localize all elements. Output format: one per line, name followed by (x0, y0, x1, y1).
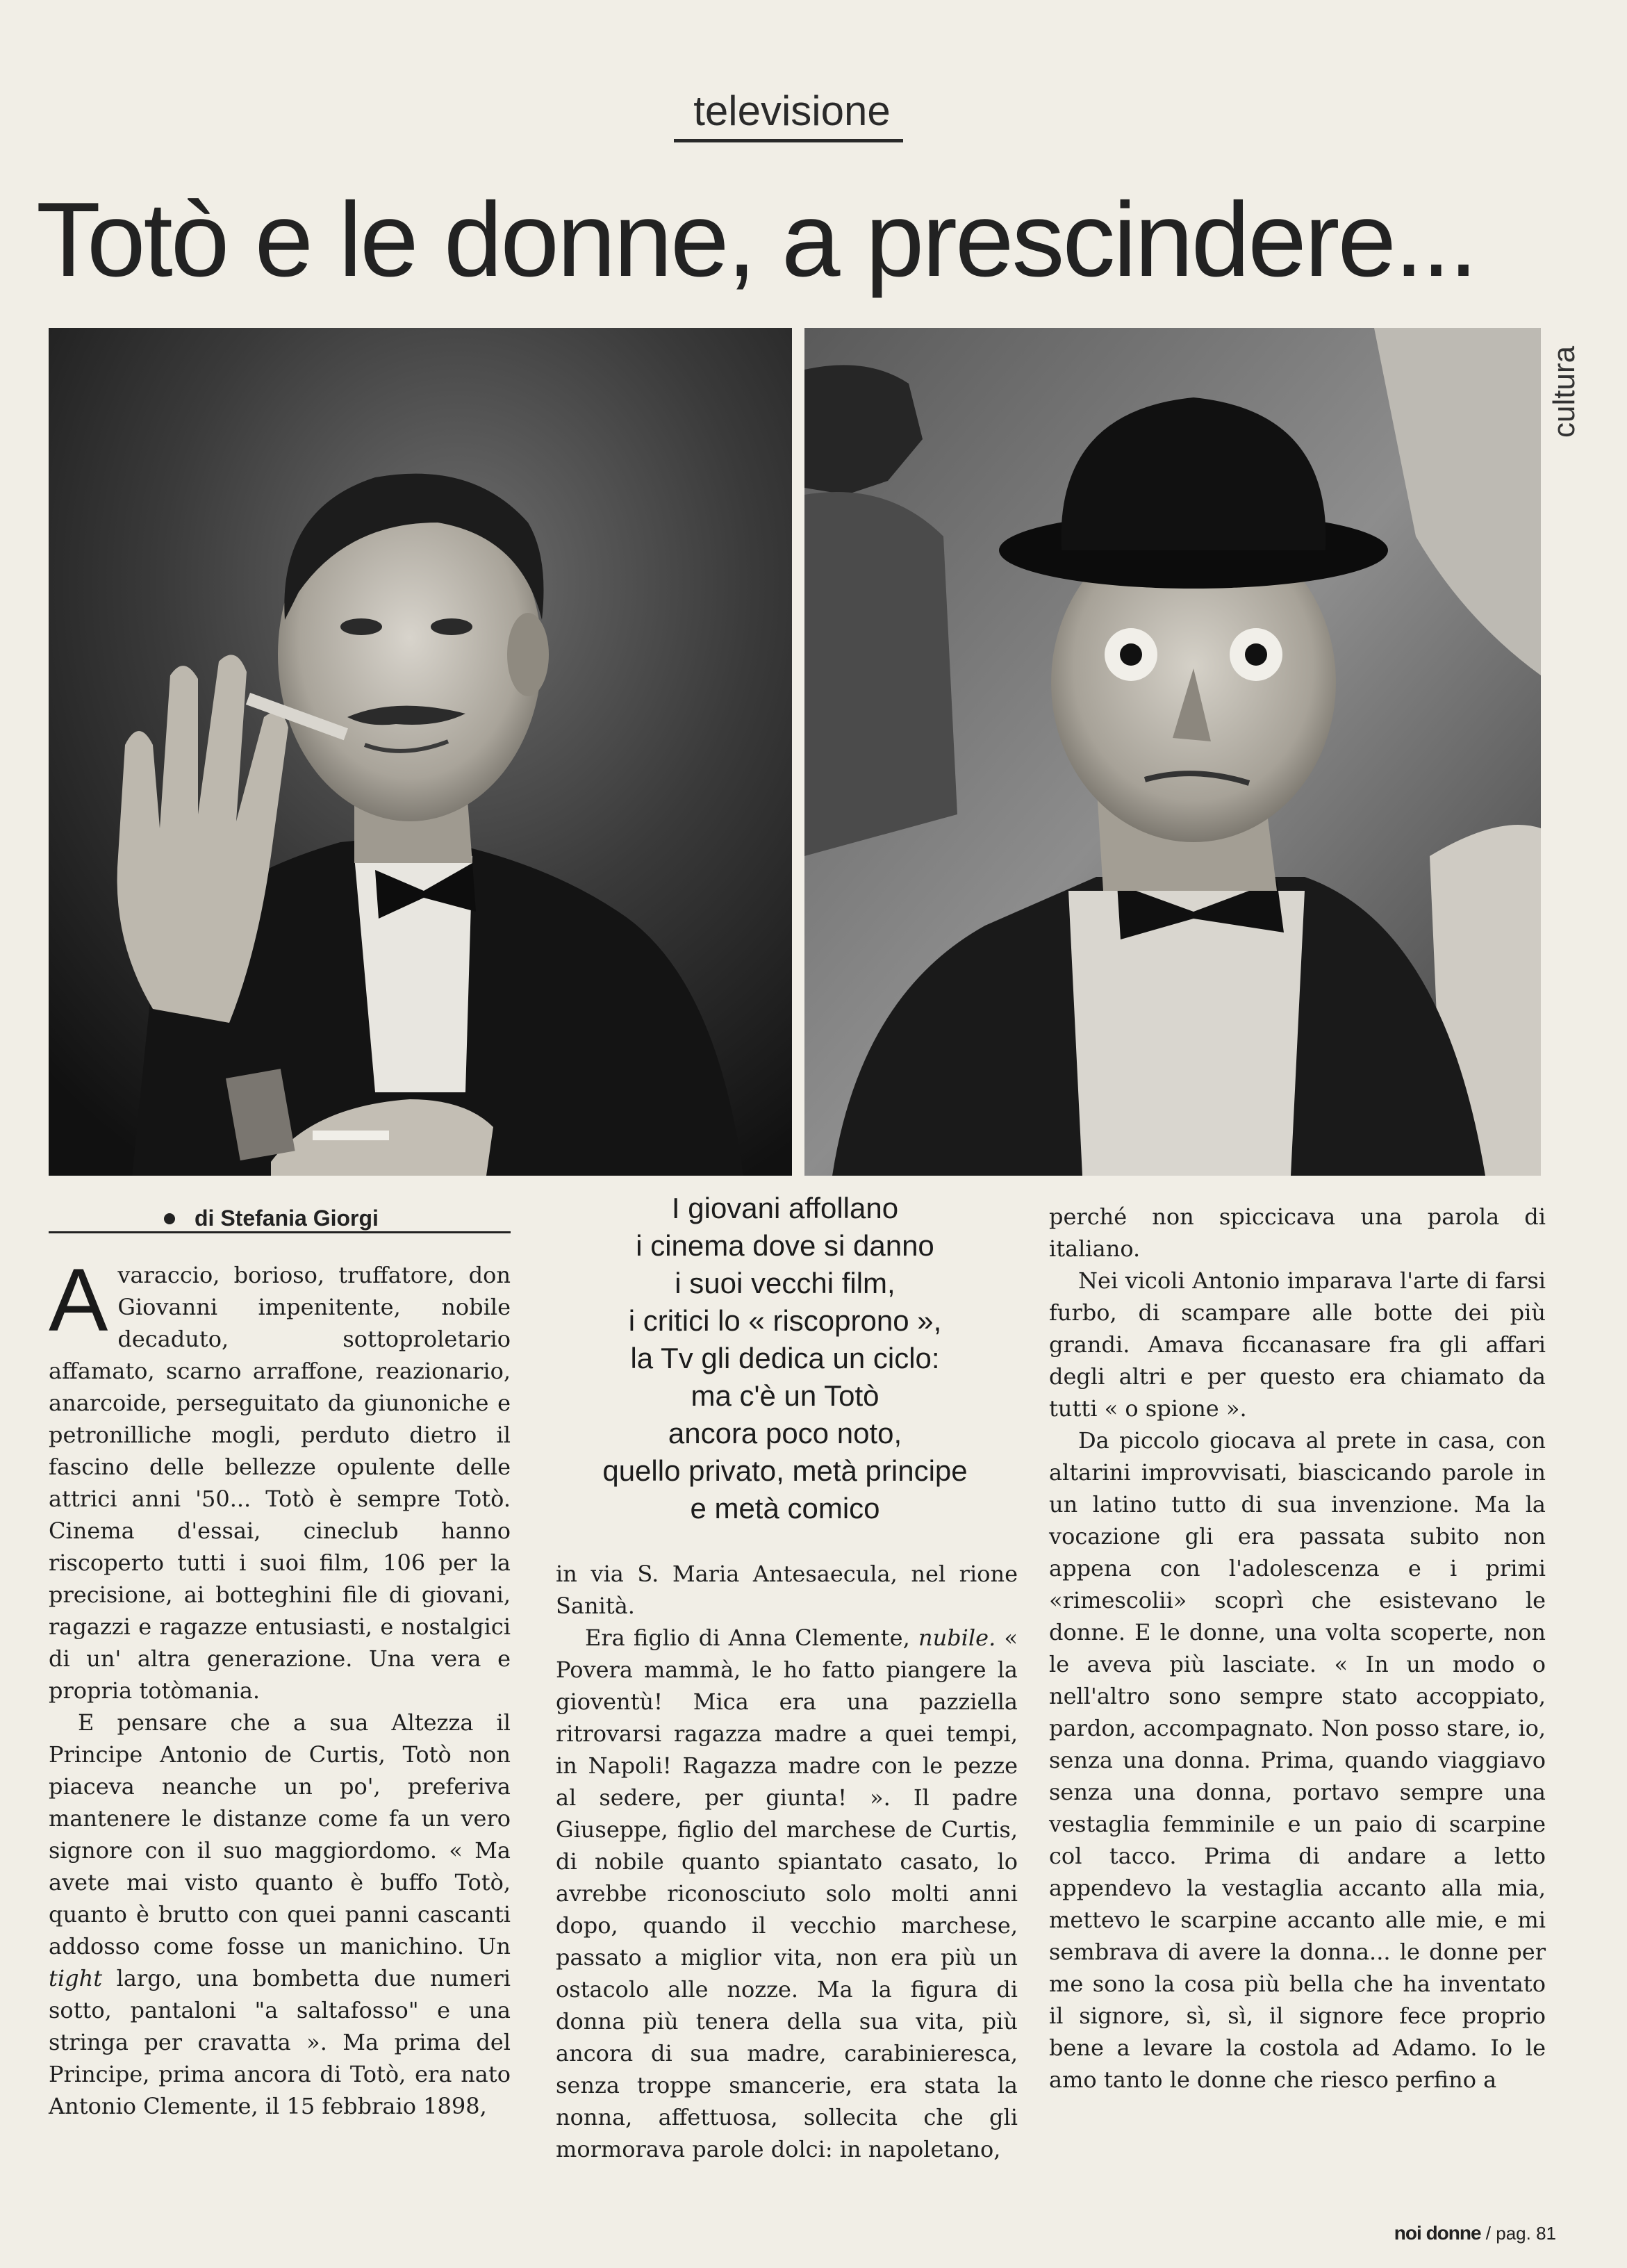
pull-quote-line: la Tv gli dedica un ciclo: (630, 1342, 940, 1374)
page-number: / pag. 81 (1485, 2223, 1556, 2244)
article-paragraph: Avaraccio, borioso, truffatore, don Giovanni impenitente, nobile decaduto, sottoproletario affamato, scarno arraffone, reazionario, anarcoide, perseguitato da giunoniche e petronilliche mogli, perduto dietro il fascino delle bellezze opulente delle attrici anni '50... Totò è sempre Totò. Cinema d'essai, cineclub hanno riscoperto tutti i suoi film, 106 per la precisione, ai botteghini file di giovani, ragazzi e ragazze entusiasti, e nostalgici di un' altra generazione. Una vera e propria totòmania. (49, 1251, 511, 1704)
pull-quote-line: ancora poco noto, (668, 1417, 902, 1449)
article-paragraph: Era figlio di Anna Clemente, nubile. « Povera mammà, le ho fatto piangere la gioventù! Mica era una pazziella ritrovarsi ragazza madre a quei tempi, in Napoli! Ragazza madre con le pezze al sedere, per giunta! ». Il padre Giuseppe, figlio del marchese de Curtis, di nobile quanto spiantato casato, lo avrebbe riconosciuto solo molti anni dopo, quando il vecchio marchese, passato a miglior vita, non era più un ostacolo alle nozze. Ma la figura di donna più tenera della sua vita, più ancora di sua madre, carabinieresca, senza troppe smancerie, era stata la nonna, affettuosa, sollecita che gli mormorava parole dolci: in napoletano, (556, 1625, 1018, 2162)
article-column-3 (1049, 1201, 1546, 2180)
article-paragraph: E pensare che a sua Altezza il Principe Antonio de Curtis, Totò non piaceva neanche un po', preferiva mantenere le distanze come fa un vero signore con il suo maggiordomo. « Ma avete mai visto quanto è buffo Totò, quanto è brutto con quei panni cascanti addosso come fosse un manichino. Un tight largo, una bombetta due numeri sotto, pantaloni "a saltafosso" e una stringa per cravatta ». Ma prima del Principe, prima ancora di Totò, era nato Antonio Clemente, il 15 febbraio 1898, (49, 1709, 511, 2119)
pull-quote-line: i suoi vecchi film, (675, 1267, 895, 1299)
pull-quote-line: i cinema dove si danno (636, 1229, 934, 1262)
article-paragraph: Da piccolo giocava al prete in casa, con altarini improvvisati, biascicando parole in un latino tutto di sua invenzione. Ma la vocazione gli era passata subito non appena con l'adolescenza e i primi «rimescolii» scoprì che esistevano le donne. E le donne, una volta scoperte, non le aveva più lasciate. « In un modo o nell'altro sono sempre stato accoppiato, pardon, accompagnato. Non posso stare, io, senza una donna. Prima, quando viaggiavo senza una donna, portavo sempre una vestaglia femminile e un paio di scarpine col tacco. Prima di andare a letto appendevo la vestaglia accanto alla mia, mettevo le scarpine accanto alle mie, e mi sembrava di avere la donna... le donne per me sono la cosa più bella che ha inventato il signore, sì, sì, il signore fece proprio bene a levare la costola ad Adamo. Io le amo tanto le donne che riesco perfino a (1049, 1427, 1546, 2093)
article-column-1 (49, 1251, 511, 2180)
magazine-logo: noi donne (1394, 2222, 1481, 2244)
side-section-label: cultura (1547, 345, 1581, 438)
article-paragraph: Nei vicoli Antonio imparava l'arte di farsi furbo, di scampare alle botte dei più grandi. Amava ficcanasare fra gli affari degli altri e per questo era chiamato da tutti « o spione ». (1049, 1267, 1546, 1422)
headline: Totò e le donne, a prescindere... (36, 181, 1476, 299)
page-footer (1306, 2218, 1556, 2249)
pull-quote-line: I giovani affollano (671, 1192, 899, 1224)
pull-quote-line: ma c'è un Totò (691, 1379, 879, 1412)
pull-quote (542, 1190, 1028, 1537)
pull-quote-line: i critici lo « riscoprono », (628, 1304, 942, 1337)
byline: di Stefania Giorgi (195, 1206, 379, 1231)
drop-cap: A (49, 1251, 108, 1350)
section-label: televisione (693, 88, 891, 134)
section-underline (674, 139, 903, 142)
article-paragraph: in via S. Maria Antesaecula, nel rione Sanità. (556, 1561, 1018, 1619)
photo-toto-bowler-hat (804, 328, 1541, 1176)
pull-quote-line: e metà comico (690, 1492, 880, 1525)
byline-rule (49, 1231, 511, 1233)
article-column-2 (556, 1558, 1018, 2180)
photo-toto-cigarette (49, 328, 792, 1176)
pull-quote-line: quello privato, metà principe (602, 1454, 968, 1487)
article-paragraph: perché non spiccicava una parola di italiano. (1049, 1203, 1546, 1262)
